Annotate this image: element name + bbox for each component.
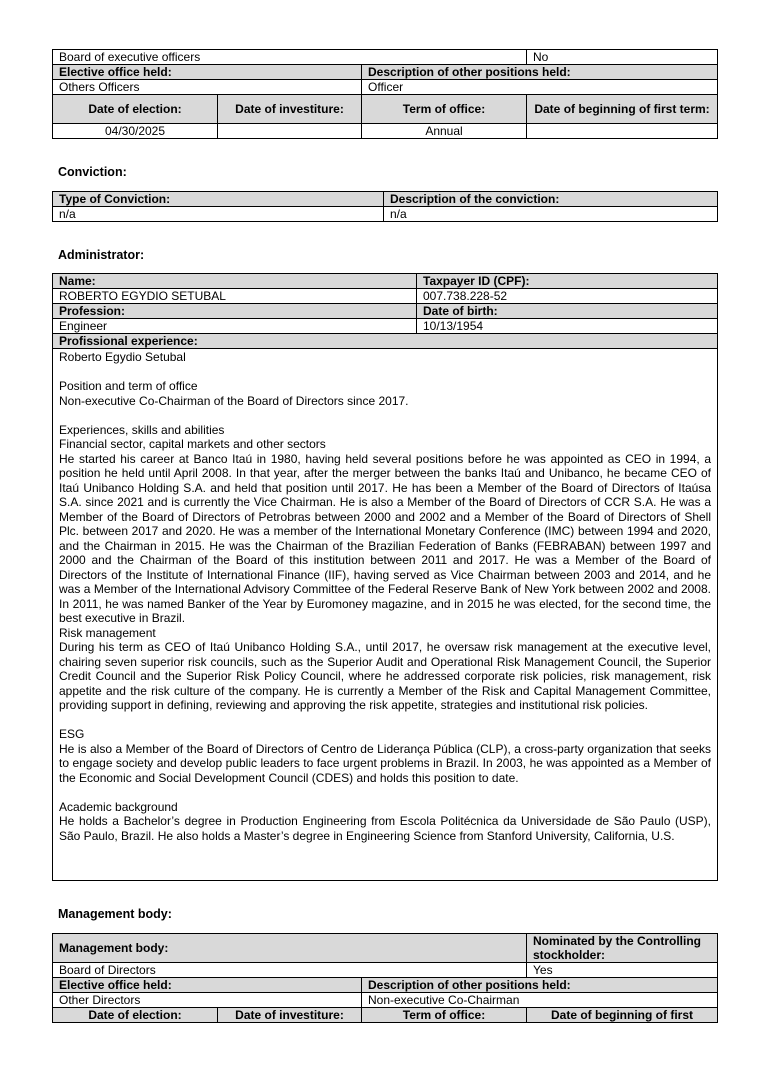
bio-financial-heading: Financial sector, capital markets and other sectors xyxy=(59,437,326,451)
date-of-birth-value: 10/13/1954 xyxy=(417,319,718,334)
nominated-label: Nominated by the Controlling stockholder: xyxy=(527,934,718,963)
administrator-table xyxy=(52,273,718,881)
management-body-value: Board of executive officers xyxy=(53,50,527,65)
other-positions-label: Description of other positions held: xyxy=(362,978,718,993)
elective-office-label: Elective office held: xyxy=(53,978,362,993)
date-of-election-label: Date of election: xyxy=(53,1008,218,1023)
bio-position-heading: Position and term of office xyxy=(59,379,198,393)
profession-value: Engineer xyxy=(53,319,417,334)
elective-office-value: Other Directors xyxy=(53,993,362,1008)
management-body-heading: Management body: xyxy=(58,907,172,921)
first-term-label: Date of beginning of first term: xyxy=(527,95,718,124)
profession-label: Profession: xyxy=(53,304,417,319)
term-of-office-value: Annual xyxy=(362,124,527,139)
management-body-table xyxy=(52,933,718,1023)
management-body-label: Management body: xyxy=(53,934,527,963)
date-of-birth-label: Date of birth: xyxy=(417,304,718,319)
top-position-table xyxy=(52,49,718,139)
date-of-investiture-label: Date of investiture: xyxy=(218,95,362,124)
elective-office-label: Elective office held: xyxy=(53,65,362,80)
taxpayer-id-label: Taxpayer ID (CPF): xyxy=(417,274,718,289)
conviction-description-label: Description of the conviction: xyxy=(384,192,718,207)
name-label: Name: xyxy=(53,274,417,289)
bio-esg-text: He is also a Member of the Board of Directors of Centro de Liderança Pública (CLP), a cross-party organization that seeks to engage society and develop public leaders to face urgent problems in Brazil. In 2003, he was appointed as a Member of the Economic and Social Development Council (CDES) and holds this position to date. xyxy=(59,741,711,785)
date-of-election-label: Date of election: xyxy=(53,95,218,124)
conviction-description-value: n/a xyxy=(384,207,718,222)
bio-academic-text: He holds a Bachelor’s degree in Production Engineering from Escola Politécnica da Universidade de São Paulo (USP), São Paulo, Brazil. He also holds a Master’s degree in Engineering Science from Stanford University, California, U.S. xyxy=(59,814,711,843)
elective-office-value: Others Officers xyxy=(53,80,362,95)
management-body-value: Board of Directors xyxy=(53,963,527,978)
conviction-type-value: n/a xyxy=(53,207,384,222)
professional-experience-text xyxy=(53,349,718,881)
bio-risk-heading: Risk management xyxy=(59,625,156,640)
date-of-investiture-value xyxy=(218,124,362,139)
other-positions-value: Officer xyxy=(362,80,718,95)
date-of-election-value: 04/30/2025 xyxy=(53,124,218,139)
bio-position-text: Non-executive Co-Chairman of the Board of Directors since 2017. xyxy=(59,393,409,408)
term-of-office-label: Term of office: xyxy=(362,95,527,124)
taxpayer-id-value: 007.738.228-52 xyxy=(417,289,718,304)
first-term-value xyxy=(527,124,718,139)
bio-financial-text: He started his career at Banco Itaú in 1980, having held several positions before he was appointed as CEO in 1994, a position he held until April 2008. In that year, after the merger between the banks Itaú and Unibanco, he became CEO of Itaú Unibanco Holding S.A. and held that position until 2017. He has been a Member of the Board of Directors of Itaúsa S.A. since 2021 and is currently the Vice Chairman. He is also a Member of the Board of Directors of CCR S.A. He was a Member of the Board of Directors of Petrobras between 2000 and 2002 and a Member of the Board of Directors of Shell Plc. between 2017 and 2020. He was a member of the International Monetary Conference (IMC) between 1994 and 2020, and the Chairman in 2015. He was the Chairman of the Brazilian Federation of Banks (FEBRABAN) between 1997 and 2000 and the Chairman of the Board of this institution between 2011 and 2017. He was a Member of the Board of Directors of the Institute of International Finance (IIF), having served as Vice Chairman between 2003 and 2014, and he was a Member of the International Advisory Committee of the Federal Reserve Bank of New York between 2002 and 2008. In 2011, he was named Banker of the Year by Euromoney magazine, and in 2015 he was elected, for the second time, the best executive in Brazil. xyxy=(59,451,711,625)
bio-experience-heading: Experiences, skills and abilities xyxy=(59,422,225,437)
nominated-value: Yes xyxy=(527,963,718,978)
bio-risk-text: During his term as CEO of Itaú Unibanco Holding S.A., until 2017, he oversaw risk management at the executive level, chairing seven superior risk councils, such as the Superior Audit and Operational Risk Management Council, the Superior Credit Council and the Superior Risk Policy Council, where he addressed corporate risk policies, risk management, risk appetite and the risk culture of the company. He is currently a Member of the Risk and Capital Management Committee, providing support in defining, reviewing and approving the risk appetite, strategies and institutional risk policies. xyxy=(59,640,711,712)
bio-esg-heading: ESG xyxy=(59,727,85,741)
bio-name: Roberto Egydio Setubal xyxy=(59,350,186,364)
date-of-investiture-label: Date of investiture: xyxy=(218,1008,362,1023)
administrator-heading: Administrator: xyxy=(58,248,145,262)
bio-academic-heading: Academic background xyxy=(59,799,178,814)
other-positions-label: Description of other positions held: xyxy=(362,65,718,80)
term-of-office-label: Term of office: xyxy=(362,1008,527,1023)
professional-experience-label: Profissional experience: xyxy=(53,334,718,349)
conviction-heading: Conviction: xyxy=(58,165,127,179)
nominated-value: No xyxy=(527,50,718,65)
conviction-table xyxy=(52,191,718,222)
conviction-type-label: Type of Conviction: xyxy=(53,192,384,207)
name-value: ROBERTO EGYDIO SETUBAL xyxy=(53,289,417,304)
first-term-label: Date of beginning of first xyxy=(527,1008,718,1023)
other-positions-value: Non-executive Co-Chairman xyxy=(362,993,718,1008)
